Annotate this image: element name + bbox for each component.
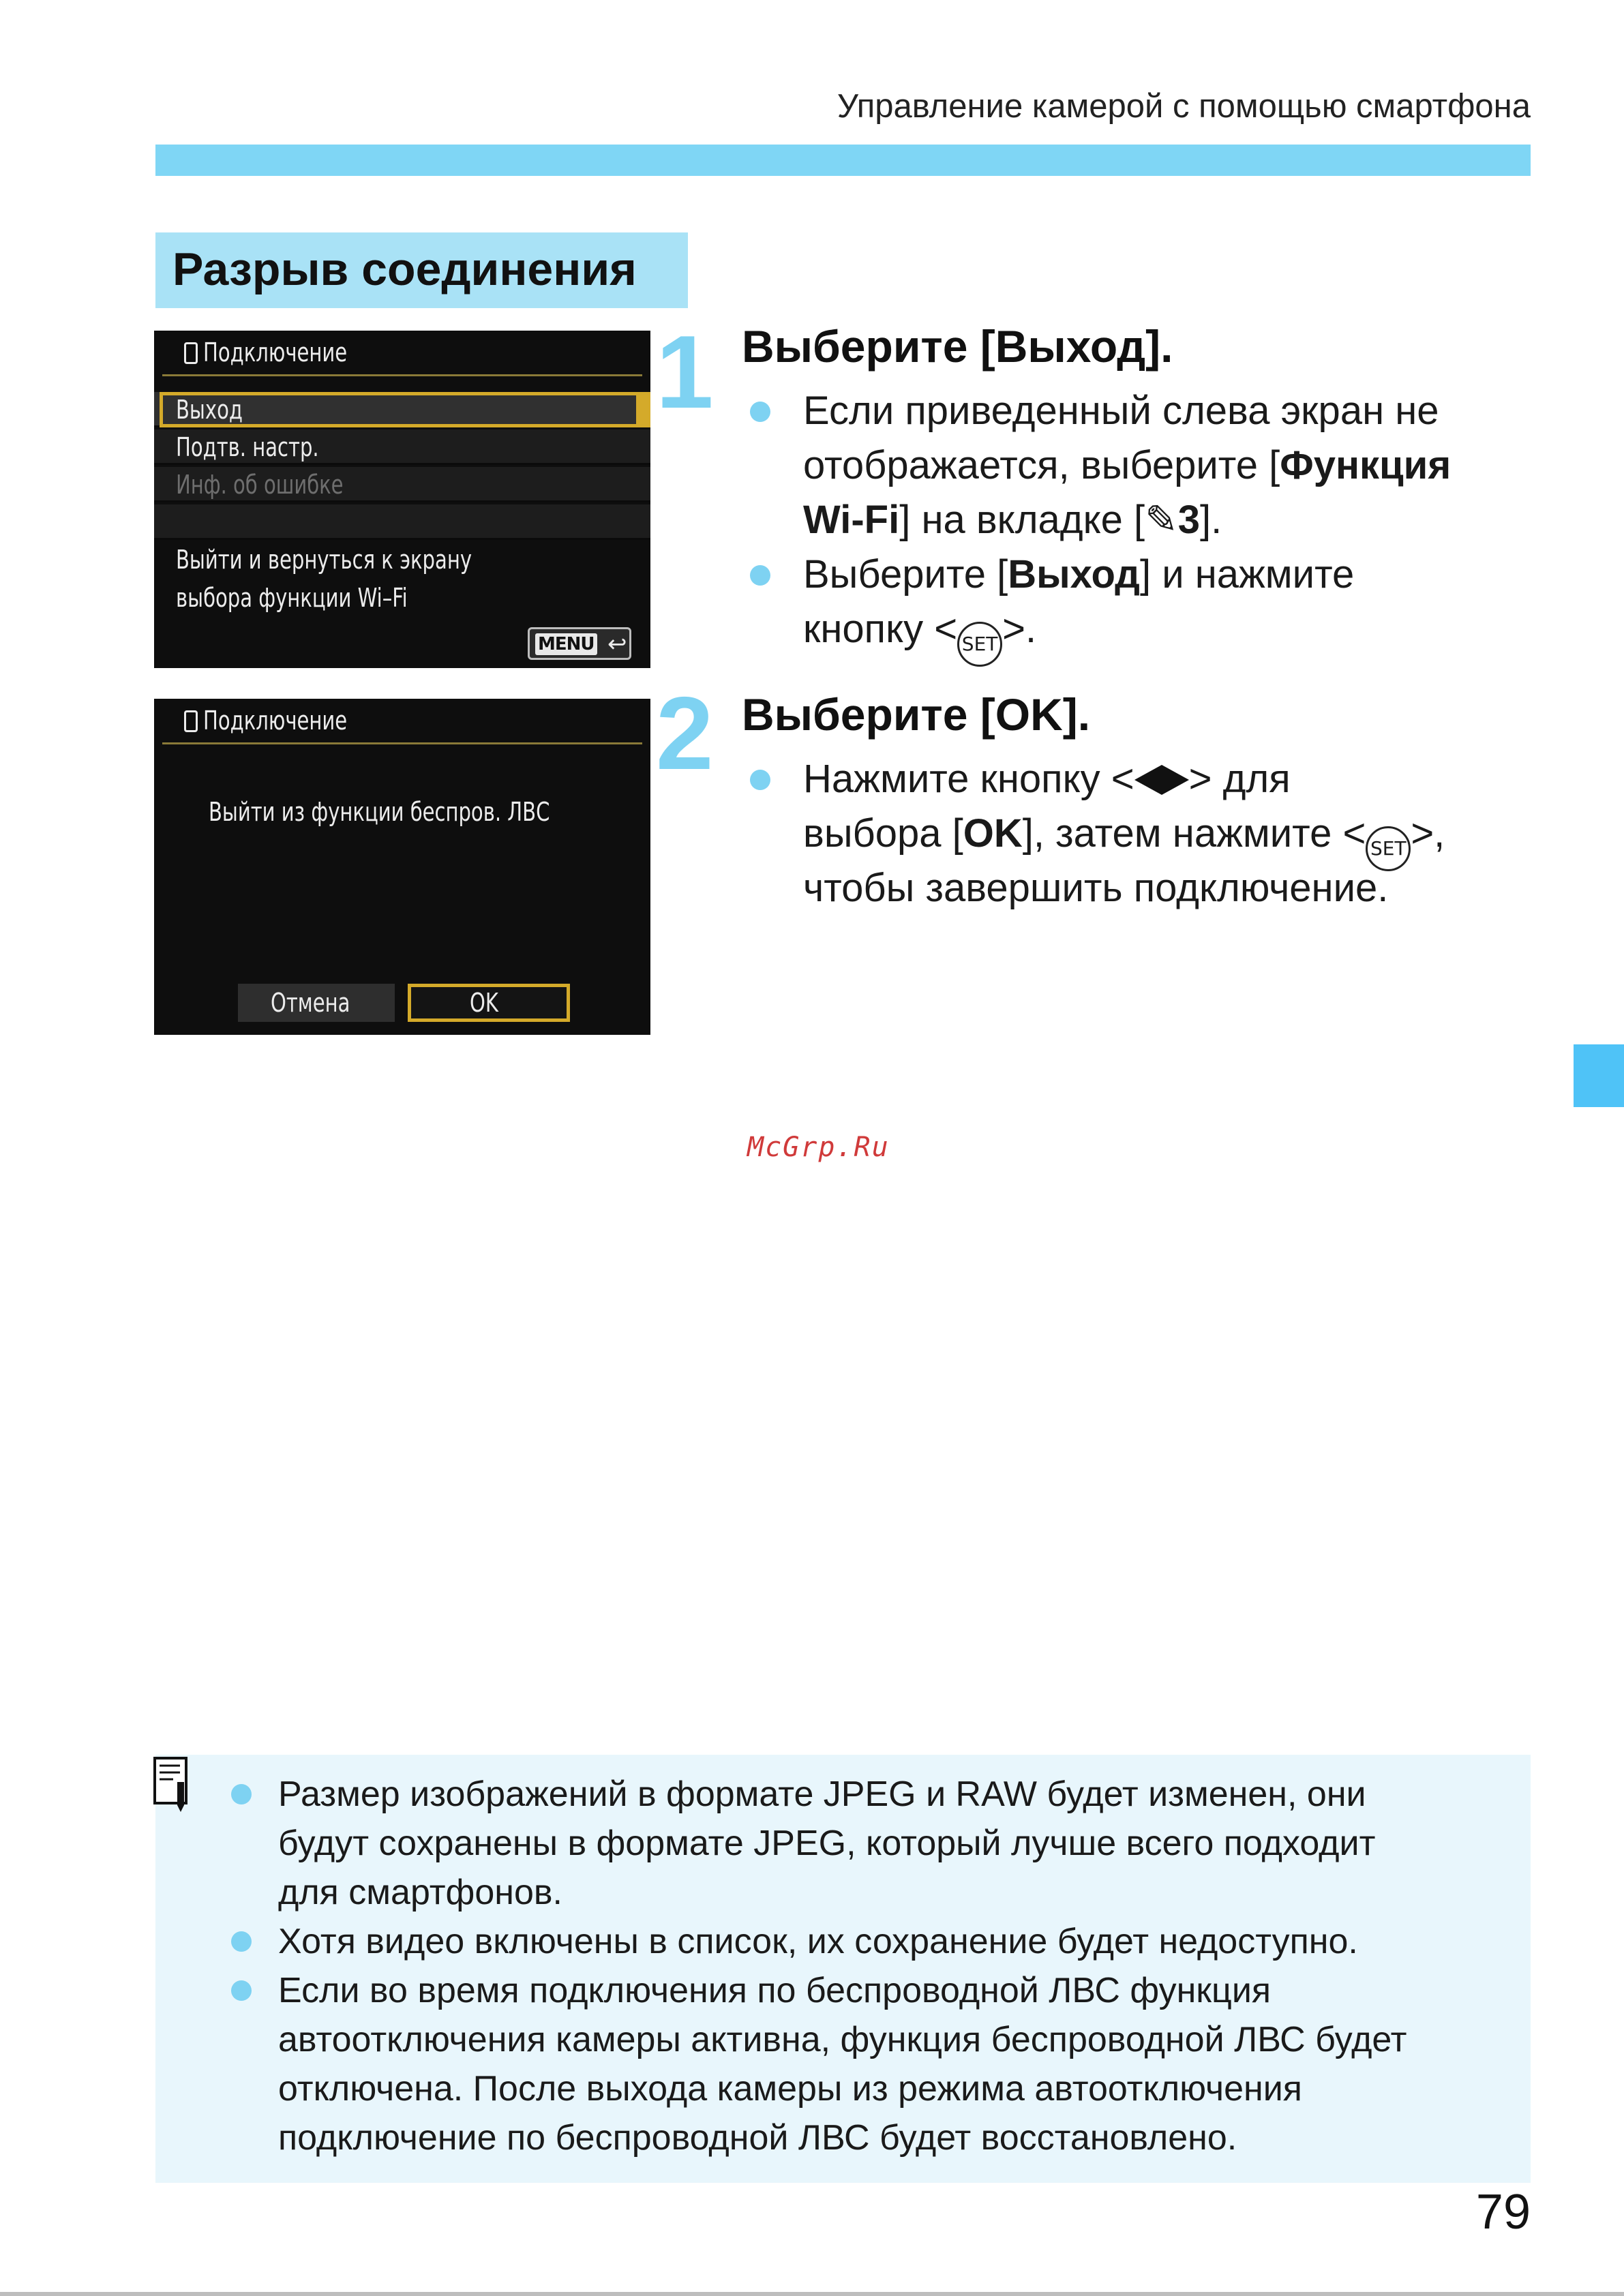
smartphone-icon <box>184 710 198 732</box>
note-3-line2: автоотключения камеры активна, функция беспроводной ЛВС будет <box>278 2020 1407 2059</box>
bold-text: Wi-Fi <box>803 498 900 542</box>
text-span: >. <box>1002 607 1037 651</box>
selection-tab <box>640 392 650 427</box>
menu-item-exit[interactable]: Выход <box>176 395 243 425</box>
note-2-line1: Хотя видео включены в список, их сохранение будет недоступно. <box>278 1922 1358 1961</box>
text-span: ] на вкладке [ <box>899 498 1145 542</box>
step-2-bullet-1-line3: чтобы завершить подключение. <box>803 866 1389 910</box>
bullet-icon <box>750 770 770 790</box>
bullet-icon <box>231 1980 252 2001</box>
bullet-icon <box>750 402 770 422</box>
watermark: McGrp.Ru <box>747 1132 890 1163</box>
text-span: Нажмите кнопку < <box>803 757 1134 801</box>
bold-text: Выход <box>1008 552 1140 596</box>
left-arrow-icon <box>1134 765 1162 795</box>
screen-message: Выйти из функции беспров. ЛВС <box>209 797 550 827</box>
bold-text: OK <box>963 811 1023 856</box>
menu-item-confirm-settings[interactable]: Подтв. настр. <box>176 432 319 462</box>
bold-text: Функция <box>1280 443 1452 487</box>
bullet-icon <box>750 565 770 586</box>
ok-button-label: OK <box>470 988 498 1018</box>
set-button-icon: SET <box>1366 826 1411 871</box>
note-1-line1: Размер изображений в формате JPEG и RAW будет изменен, они <box>278 1774 1366 1814</box>
screen-description-line2: выбора функции Wi–Fi <box>176 583 408 613</box>
note-1-line3: для смартфонов. <box>278 1873 562 1912</box>
note-1-line2: будут сохранены в формате JPEG, который лучше всего подходит <box>278 1824 1376 1863</box>
camera-screen-confirm-exit <box>154 699 650 1035</box>
tab-number: 3 <box>1177 498 1201 542</box>
step-number-2: 2 <box>656 676 714 791</box>
menu-back-button[interactable] <box>528 627 631 660</box>
text-span: Выберите [ <box>803 552 1008 596</box>
header-bar <box>155 145 1531 176</box>
text-span: > для <box>1188 757 1291 801</box>
menu-button-label: MENU <box>535 633 597 655</box>
step-2-bullet-1-line1 <box>803 752 1291 806</box>
screen-title: Подключение <box>203 706 348 736</box>
smartphone-icon <box>184 342 198 364</box>
step-1-bullet-1-line2 <box>803 438 1451 493</box>
title-divider <box>162 742 642 744</box>
text-span: Если приведенный слева экран не <box>803 389 1439 433</box>
menu-row-empty <box>154 504 650 540</box>
ok-button[interactable] <box>408 984 570 1022</box>
text-span: кнопку < <box>803 607 958 651</box>
note-icon <box>153 1756 194 1813</box>
title-divider <box>162 374 642 376</box>
page-number: 79 <box>1475 2185 1531 2239</box>
note-3-line4: подключение по беспроводной ЛВС будет восстановлено. <box>278 2118 1237 2158</box>
text-span: выбора [ <box>803 811 963 856</box>
step-1-bullet-2-line1 <box>803 547 1354 602</box>
text-span: ], затем нажмите < <box>1022 811 1366 856</box>
screen-title: Подключение <box>203 337 348 367</box>
camera-screen-exit-menu <box>154 331 650 668</box>
cancel-button-label: Отмена <box>271 988 350 1018</box>
text-span: отображается, выберите [ <box>803 443 1280 487</box>
text-span: ] и нажмите <box>1139 552 1355 596</box>
bullet-icon <box>231 1784 252 1804</box>
bullet-icon <box>231 1931 252 1952</box>
wrench-icon: ✎ <box>1145 498 1178 542</box>
text-span: >, <box>1411 811 1445 856</box>
menu-item-error-info: Инф. об ошибке <box>176 470 344 500</box>
step-1-bullet-2-line2 <box>803 602 1036 667</box>
text-span: ]. <box>1200 498 1222 542</box>
return-arrow-icon: ↩ <box>607 631 627 657</box>
step-number-1: 1 <box>656 314 714 430</box>
step-1-heading: Выберите [Выход]. <box>742 321 1173 372</box>
step-1-bullet-1-line3 <box>803 493 1222 547</box>
set-button-icon: SET <box>957 622 1002 667</box>
cancel-button[interactable] <box>238 984 395 1022</box>
running-header: Управление камерой с помощью смартфона <box>837 88 1531 125</box>
step-1-bullet-1-line1 <box>803 384 1439 438</box>
note-3-line1: Если во время подключения по беспроводной ЛВС функция <box>278 1971 1272 2010</box>
section-title: Разрыв соединения <box>172 243 637 295</box>
right-arrow-icon <box>1162 765 1189 795</box>
bottom-rule <box>0 2292 1624 2296</box>
chapter-side-tab <box>1574 1044 1624 1107</box>
note-3-line3: отключена. После выхода камеры из режима автоотключения <box>278 2069 1302 2109</box>
screen-description-line1: Выйти и вернуться к экрану <box>176 545 472 575</box>
step-2-heading: Выберите [OK]. <box>742 689 1091 740</box>
